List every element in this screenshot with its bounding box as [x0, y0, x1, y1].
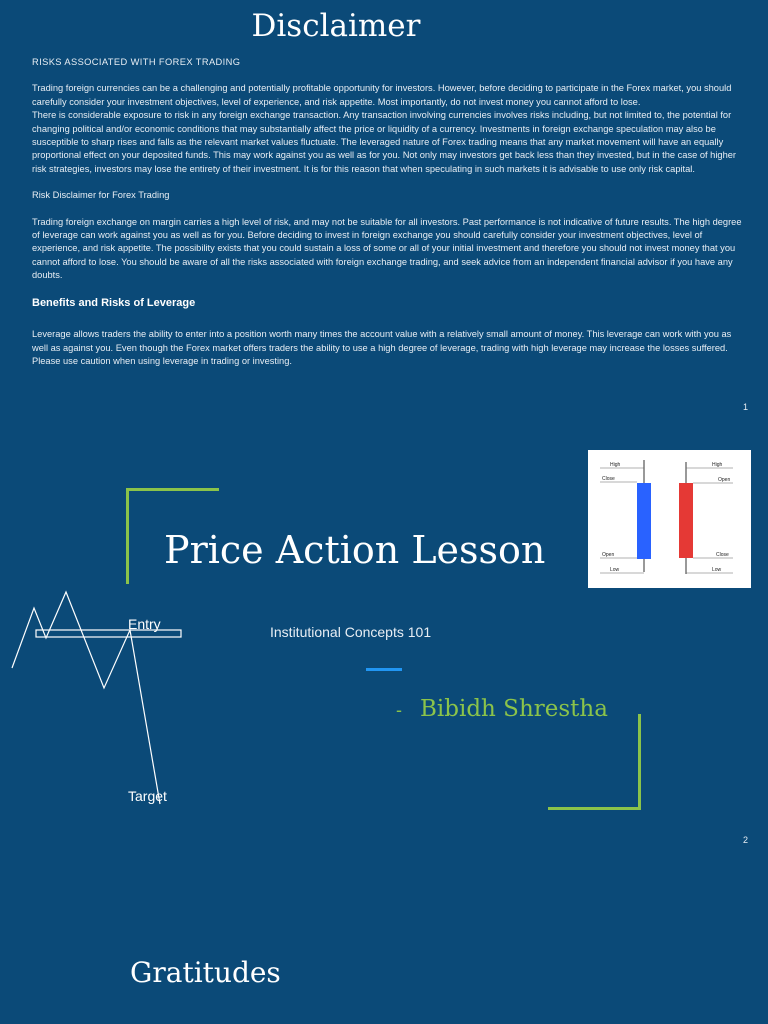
- bullish-high-label: High: [610, 462, 621, 468]
- disclaimer-body: [32, 56, 744, 368]
- accent-bracket-bottom-right: [638, 714, 641, 810]
- lesson-subtitle: Institutional Concepts 101: [270, 624, 432, 640]
- author-line: [396, 696, 608, 722]
- gratitudes-slide: [0, 850, 768, 1024]
- accent-bracket-top-left: [126, 488, 129, 584]
- page-number: 2: [742, 835, 748, 845]
- bearish-low-label: Low: [712, 567, 722, 573]
- leverage-heading: Benefits and Risks of Leverage: [32, 296, 196, 309]
- author-dash: -: [396, 700, 402, 720]
- gratitudes-title: Gratitudes: [130, 956, 281, 989]
- paragraph-exposure: There is considerable exposure to risk in any foreign exchange transaction. Any transaction involving currencies involves risks including, but not limited to, the potential for changing political and/or economic conditions that may substantially affect the price or liquidity of a currency. Investments in foreign exchange speculation may also be susceptible to sharp rises and falls as the relevant market values fluctuate. The leveraged nature of Forex trading means that any market movement will have an equally proportional effect on your deposited funds. This may work against you as well as for you. Not only may investors get back less than they invested, but in the case of higher risk strategies, investors may lose the entirety of their investment. It is for this reason that when speculating in such markets it is advisable to use only risk capital.: [32, 110, 737, 174]
- candlestick-svg: [588, 450, 751, 588]
- bearish-open-label: Open: [718, 477, 731, 483]
- accent-bracket-bottom-right-bar: [548, 807, 641, 810]
- lesson-title: Price Action Lesson: [164, 528, 546, 572]
- paragraph-leverage: Leverage allows traders the ability to enter into a position worth many times the account value with a relatively small amount of money. This leverage can work with you as well as against you. Even though the Forex market offers traders the ability to use a high degree of leverage, trading with high leverage may increase the losses suffered. Please use caution when using leverage in trading or investing.: [32, 329, 732, 366]
- bearish-high-label: High: [712, 462, 723, 468]
- bullish-close-label: Close: [602, 476, 615, 482]
- title-slide: [0, 420, 768, 850]
- bearish-candle-body: [679, 483, 693, 558]
- accent-divider: [366, 668, 402, 671]
- paragraph-margin: Trading foreign exchange on margin carries a high level of risk, and may not be suitable for all investors. Past performance is not indicative of future results. The high degree of leverage can work against you as well as for you. Before deciding to invest in foreign exchange you should carefully consider your investment objectives, level of experience, and risk appetite. The possibility exists that you could sustain a loss of some or all of your initial investment and therefore you should not invest money that you cannot afford to lose. You should be aware of all the risks associated with foreign exchange trading, and seek advice from an independent financial advisor if you have any doubts.: [32, 216, 742, 281]
- risk-disclaimer-subheading: Risk Disclaimer for Forex Trading: [32, 190, 170, 201]
- bullish-candle-body: [637, 483, 651, 559]
- entry-label: Entry: [128, 616, 161, 632]
- paragraph-intro: Trading foreign currencies can be a challenging and potentially profitable opportunity for investors. However, before deciding to participate in the Forex market, you should carefully consider your investment objectives, level of experience, and risk appetite. Most importantly, do not invest money you cannot afford to lose.: [32, 83, 732, 107]
- price-action-sketch: [0, 580, 220, 810]
- disclaimer-slide: [0, 0, 768, 420]
- risks-heading: RISKS ASSOCIATED WITH FOREX TRADING: [32, 57, 241, 67]
- bullish-open-label: Open: [602, 552, 615, 558]
- bullish-low-label: Low: [610, 567, 620, 573]
- target-label: Target: [128, 788, 167, 804]
- page-number: 1: [742, 402, 748, 412]
- candlestick-diagram: [588, 450, 751, 588]
- disclaimer-title: Disclaimer: [251, 8, 421, 44]
- author-name: Bibidh Shrestha: [420, 696, 608, 722]
- accent-bracket-top-left-bar: [126, 488, 219, 491]
- bearish-close-label: Close: [716, 552, 729, 558]
